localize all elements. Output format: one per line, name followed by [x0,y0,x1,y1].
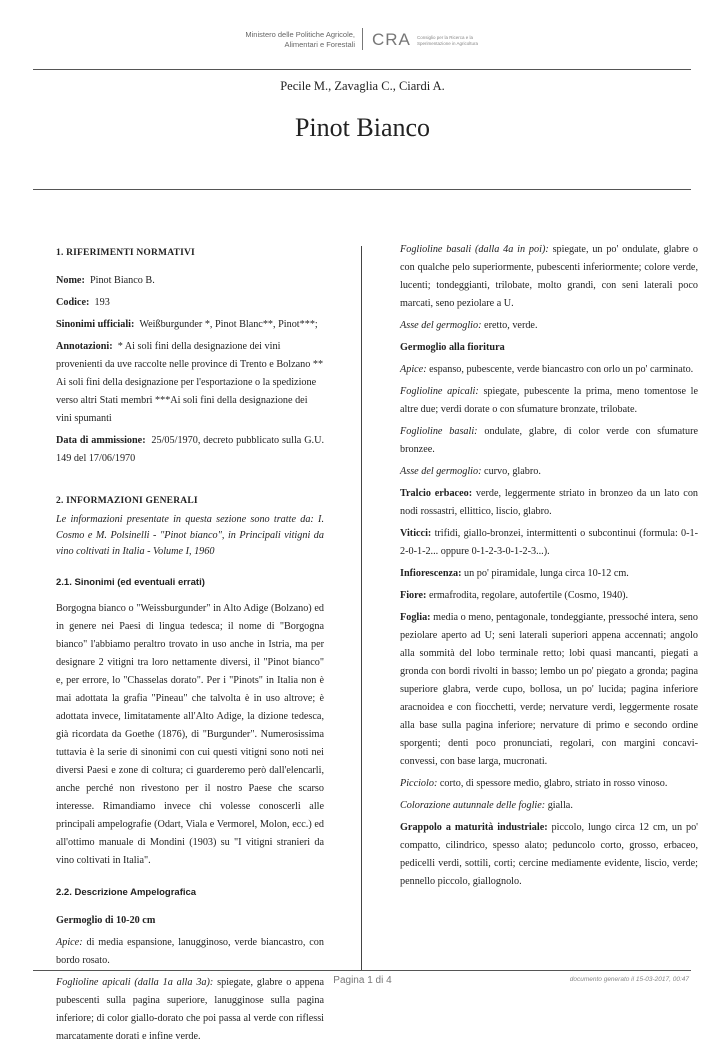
section-2-heading: 2. INFORMAZIONI GENERALI [56,496,198,506]
germoglio-fioritura-asse: Asse del germoglio: curvo, glabro. [400,466,541,477]
authors: Pecile M., Zavaglia C., Ciardi A. [280,79,445,93]
germoglio-fioritura-apice: Apice: espanso, pubescente, verde biancastro con orlo un po' carminato. [400,364,694,375]
description-text: verde, leggermente striato in bronzeo da un lato con nodi rossastri, ellittico, liscio, glabro. [400,488,698,517]
description-label: Foglia: [400,612,431,623]
left-column [56,244,324,1050]
section-1-heading: 1. RIFERIMENTI NORMATIVI [56,248,195,258]
page-footer [0,972,725,992]
sinonimi-paragraph: Borgogna bianco o "Weissburgunder" in Alto Adige (Bolzano) ed in genere nei Paesi di lingua tedesca; il nome di "Borgogna bianco" l'abbiamo peraltro trovato in uso anche in Istria, ma per designare 2 vitigni tra loro nettamente diversi, il "Pinot bianco" e, per errore, lo "Chasselas dorato". Per i "Pinots" in Italia non è mai adottata la grafia "Pineau" che talvolta è in uso altrove; è adottata invece, limitatamente all'Alto Adige, la dizione tedesca, già ricordata da Goethe (1876), di "Burgunder". Numerosissima tuttavia è la serie di sinonimi con cui questi vitigni sono noti nei diversi Paesi e zone di coltura; ci guarderemo però dall'elencarli, anche perché non rivestono per il nostro Paese che scarso interesse. Rimandiamo invece chi volesse conoscerli alle principali ampelografie (Odart, Viala e Vermorel, Molon, ecc.) ed all'ottimo manuale di Mondini (1903) su "I vitigni stranieri da vino coltivati in Italia". [56,603,324,866]
section-2-intro: Le informazioni presentate in questa sezione sono tratte da: I. Cosmo e M. Polsinelli - "Pinot bianco", in Principali vitigni da vino coltivati in Italia - Volume I, 1960 [56,514,324,557]
subsection-2-1-heading: 2.1. Sinonimi (ed eventuali errati) [56,577,205,588]
page-header [0,28,725,58]
description-label: Fiore: [400,590,427,601]
germoglio-1020-apice: Apice: di media espansione, lanugginoso, verde biancastro, con bordo rosato. [56,937,324,966]
description-item [400,587,698,605]
description-text: gialla. [547,800,573,811]
description-item [400,775,698,793]
germoglio-1020-foglioline-basali: Foglioline basali (dalla 4a in poi): spiegate, un po' ondulate, glabre o con qualche pelo superiormente, pubescenti inferiormente; colore verde, lucenti; tondeggianti, trilobate, molto grandi, con seni laterali poco marcati, seno peziolare a U. [400,244,698,309]
germoglio-fioritura-foglioline-basali: Foglioline basali: ondulate, glabre, di color verde con sfumature bronzee. [400,426,698,455]
description-item [400,485,698,521]
description-label: Picciolo: [400,778,438,789]
title-rule [33,189,691,190]
description-label: Tralcio erbaceo: [400,488,473,499]
germoglio-fioritura-foglioline-apicali: Foglioline apicali: spiegate, pubescente la prima, meno tomentose le altre due; verdi dorate o con sfumature bronzate, trilobate. [400,386,699,415]
field-codice: Codice: 193 [56,297,110,308]
header-divider [362,28,363,50]
cra-logo-subtitle: Consiglio per la Ricerca e la Sperimentazione in Agricoltura [417,35,479,46]
description-label: Viticci: [400,528,432,539]
description-item [400,819,698,891]
field-data-ammissione: Data di ammissione: 25/05/1970, decreto pubblicato sulla G.U. 149 del 17/06/1970 [56,435,325,464]
column-separator [361,246,362,971]
right-column [400,241,698,895]
description-label: Infiorescenza: [400,568,462,579]
top-rule [33,69,691,70]
generated-date: documento generato il 15-03-2017, 00:47 [569,976,689,983]
description-label: Grappolo a maturità industriale: [400,822,548,833]
subsection-2-2-heading: 2.2. Descrizione Ampelografica [56,887,197,898]
description-item [400,525,698,561]
description-text: piccolo, lungo circa 12 cm, un po' compatto, cilindrico, spesso alato; peduncolo corto, grosso, erbaceo, pedicelli verdi, sottili, corti; cercine mediamente evidente, liscio, verde; pennello piccolo, giallognolo. [400,822,699,887]
field-sinonimi: Sinonimi ufficiali: Weißburgunder *, Pinot Blanc**, Pinot***; [56,319,318,330]
germoglio-1020-heading: Germoglio di 10-20 cm [56,915,156,926]
description-item [400,797,698,815]
ministry-name: Ministero delle Politiche Agricole, Alimentari e Forestali [245,30,355,49]
description-list [400,485,698,891]
germoglio-fioritura-heading: Germoglio alla fioritura [400,342,505,353]
document-title: Pinot Bianco [294,113,431,142]
description-text: corto, di spessore medio, glabro, striato in rosso vinoso. [439,778,668,789]
description-text: media o meno, pentagonale, tondeggiante, pressoché intera, seno peziolare aperto ad U; seni laterali superiori appena accennati; angolo alla sommità del lobo terminale retto; lobi quasi mancanti, piegati a gronda con bordi rivolti in basso; lembo un po' piegato a gronda; pagina superiore glabra, verde cupo, bollosa, un po' lucida; pagina inferiore aracnoidea e con fiocchetti, verde; nervature verdi, leggermente rosate alla base sulla pagina inferiore; nervature di primo e secondo ordine sporgenti; denti poco pronunciati, regolari, con margini concavi-convessi, con base larga, mucronati. [400,612,698,767]
germoglio-1020-asse: Asse del germoglio: eretto, verde. [400,320,538,331]
description-text: ermafrodita, regolare, autofertile (Cosmo, 1940). [428,590,629,601]
description-label: Colorazione autunnale delle foglie: [400,800,546,811]
germoglio-1020-foglioline-apicali: Foglioline apicali (dalla 1a alla 3a): spiegate, glabre o appena pubescenti sulla pagina superiore, lanugginose sulla pagina inferiore; di color giallo-dorato che poi passa al verde con riflessi marcatamente dorati e infine verde. [56,977,324,1042]
field-nome: Nome: Pinot Bianco B. [56,275,155,286]
description-item [400,609,698,771]
page-number: Pagina 1 di 4 [333,975,392,986]
description-item [400,565,698,583]
footer-rule [33,970,691,971]
cra-logo: CRA [372,30,411,49]
description-text: un po' piramidale, lunga circa 10-12 cm. [464,568,629,579]
field-annotazioni: Annotazioni: * Ai soli fini della designazione dei vini provenienti da uve raccolte nelle province di Trento e Bolzano ** Ai soli fini della designazione per l'esportazione o la spedizione verso altri Stati membri ***Ai soli fini della designazione dei vini spumanti [56,341,324,424]
description-text: trifidi, giallo-bronzei, intermittenti o subcontinui (formula: 0-1-2-0-1-2... oppure 0-1-2-3-0-1-2-3...). [400,528,699,557]
